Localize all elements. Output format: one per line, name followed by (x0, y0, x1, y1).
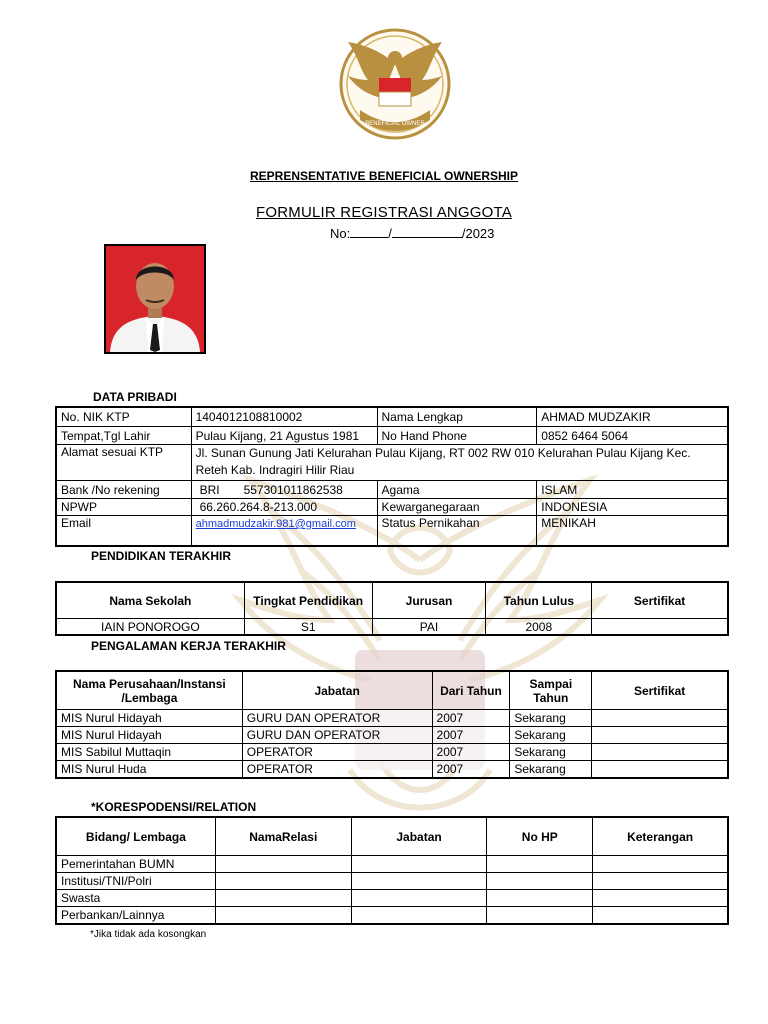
rel-header-name: NamaRelasi (215, 818, 351, 856)
nik-value[interactable]: 1404012108810002 (191, 408, 377, 427)
rel-name[interactable] (215, 907, 351, 924)
member-photo (104, 244, 206, 354)
bank-value[interactable] (191, 481, 377, 499)
email-label: Email (57, 516, 192, 546)
work-header-position: Jabatan (242, 672, 432, 710)
rel-field: Pemerintahan BUMN (57, 856, 216, 873)
table-row (57, 710, 728, 727)
work-to[interactable]: Sekarang (510, 727, 592, 744)
work-company[interactable]: MIS Nurul Huda (57, 761, 243, 778)
relation-table (56, 817, 728, 924)
work-header-certificate: Sertifikat (592, 672, 728, 710)
rel-header-position: Jabatan (351, 818, 487, 856)
phone-label: No Hand Phone (377, 427, 537, 445)
rel-phone[interactable] (487, 873, 593, 890)
work-to[interactable]: Sekarang (510, 744, 592, 761)
rel-phone[interactable] (487, 856, 593, 873)
rel-position[interactable] (351, 890, 487, 907)
rel-field: Institusi/TNI/Polri (57, 873, 216, 890)
rel-header-phone: No HP (487, 818, 593, 856)
table-row (57, 727, 728, 744)
work-header-company: Nama Perusahaan/Instansi /Lembaga (57, 672, 243, 710)
work-position[interactable]: GURU DAN OPERATOR (242, 710, 432, 727)
rel-notes[interactable] (593, 873, 728, 890)
religion-label: Agama (377, 481, 537, 499)
name-value[interactable]: AHMAD MUDZAKIR (537, 408, 728, 427)
table-row (57, 619, 728, 635)
edu-level[interactable]: S1 (244, 619, 372, 635)
npwp-label: NPWP (57, 499, 192, 516)
rel-notes[interactable] (593, 890, 728, 907)
email-link[interactable]: ahmadmudzakir.981@gmail.com (195, 518, 356, 530)
work-from[interactable]: 2007 (432, 727, 510, 744)
rel-name[interactable] (215, 856, 351, 873)
edu-major[interactable]: PAI (372, 619, 486, 635)
bank-name: BRI (199, 482, 220, 497)
work-position[interactable]: GURU DAN OPERATOR (242, 727, 432, 744)
table-row (57, 744, 728, 761)
work-certificate[interactable] (592, 710, 728, 727)
table-row (57, 873, 728, 890)
work-from[interactable]: 2007 (432, 761, 510, 778)
work-from[interactable]: 2007 (432, 744, 510, 761)
rel-name[interactable] (215, 890, 351, 907)
npwp-value[interactable]: 66.260.264.8-213.000 (191, 499, 377, 516)
citizenship-label: Kewarganegaraan (377, 499, 537, 516)
rel-header-field: Bidang/ Lembaga (57, 818, 216, 856)
work-to[interactable]: Sekarang (510, 761, 592, 778)
religion-value[interactable]: ISLAM (537, 481, 728, 499)
no-blank-2[interactable] (392, 227, 462, 238)
rel-position[interactable] (351, 907, 487, 924)
rel-header-notes: Keterangan (593, 818, 728, 856)
form-number: No: / /2023 (330, 226, 495, 241)
work-position[interactable]: OPERATOR (242, 744, 432, 761)
work-from[interactable]: 2007 (432, 710, 510, 727)
edu-header-major: Jurusan (372, 583, 486, 619)
beneficial-owner-logo (338, 24, 452, 154)
rel-position[interactable] (351, 856, 487, 873)
work-company[interactable]: MIS Nurul Hidayah (57, 710, 243, 727)
bank-label: Bank /No rekening (57, 481, 192, 499)
form-title: FORMULIR REGISTRASI ANGGOTA (256, 204, 512, 221)
marital-value[interactable]: MENIKAH (537, 516, 728, 546)
rel-field: Perbankan/Lainnya (57, 907, 216, 924)
work-to[interactable]: Sekarang (510, 710, 592, 727)
rel-field: Swasta (57, 890, 216, 907)
phone-value[interactable]: 0852 6464 5064 (537, 427, 728, 445)
footnote: *Jika tidak ada kosongkan (90, 929, 207, 940)
work-company[interactable]: MIS Sabilul Muttaqin (57, 744, 243, 761)
email-cell (191, 516, 377, 546)
organization-title: REPRENSENTATIVE BENEFICIAL OWNERSHIP (249, 169, 519, 183)
edu-year[interactable]: 2008 (486, 619, 592, 635)
rel-phone[interactable] (487, 907, 593, 924)
birth-value[interactable]: Pulau Kijang, 21 Agustus 1981 (191, 427, 377, 445)
work-table (56, 671, 728, 778)
edu-header-certificate: Sertifikat (592, 583, 728, 619)
work-certificate[interactable] (592, 727, 728, 744)
edu-header-year: Tahun Lulus (486, 583, 592, 619)
section-personal: DATA PRIBADI (93, 390, 177, 404)
rel-notes[interactable] (593, 907, 728, 924)
work-header-from: Dari Tahun (432, 672, 510, 710)
rel-position[interactable] (351, 873, 487, 890)
rel-name[interactable] (215, 873, 351, 890)
section-education: PENDIDIKAN TERAKHIR (91, 549, 232, 563)
address-line-2: Reteh Kab. Indragiri Hilir Riau (195, 463, 355, 477)
section-relation: *KORESPODENSI/RELATION (91, 800, 257, 814)
edu-header-level: Tingkat Pendidikan (244, 583, 372, 619)
logo-ribbon-text: BENEFICIAL OWNER (365, 121, 425, 127)
table-row (57, 907, 728, 924)
work-header-to: Sampai Tahun (510, 672, 592, 710)
work-company[interactable]: MIS Nurul Hidayah (57, 727, 243, 744)
citizenship-value[interactable]: INDONESIA (537, 499, 728, 516)
work-certificate[interactable] (592, 761, 728, 778)
table-row (57, 890, 728, 907)
bank-account: 557301011862538 (243, 482, 343, 497)
address-line-1: Jl. Sunan Gunung Jati Kelurahan Pulau Kijang, RT 002 RW 010 Kelurahan Pulau Kijang Kec. (195, 446, 691, 460)
nik-label: No. NIK KTP (57, 408, 192, 427)
marital-label: Status Pernikahan (377, 516, 537, 546)
edu-certificate[interactable] (592, 619, 728, 635)
work-certificate[interactable] (592, 744, 728, 761)
address-label: Alamat sesuai KTP (57, 445, 192, 481)
table-row (57, 856, 728, 873)
personal-data-table (56, 407, 728, 546)
address-value[interactable] (191, 445, 727, 481)
table-row (57, 761, 728, 778)
birth-label: Tempat,Tgl Lahir (57, 427, 192, 445)
work-position[interactable]: OPERATOR (242, 761, 432, 778)
section-work: PENGALAMAN KERJA TERAKHIR (91, 639, 286, 653)
rel-phone[interactable] (487, 890, 593, 907)
rel-notes[interactable] (593, 856, 728, 873)
name-label: Nama Lengkap (377, 408, 537, 427)
edu-school[interactable]: IAIN PONOROGO (57, 619, 245, 635)
edu-header-school: Nama Sekolah (57, 583, 245, 619)
no-blank-1[interactable] (350, 227, 388, 238)
education-table (56, 582, 728, 635)
